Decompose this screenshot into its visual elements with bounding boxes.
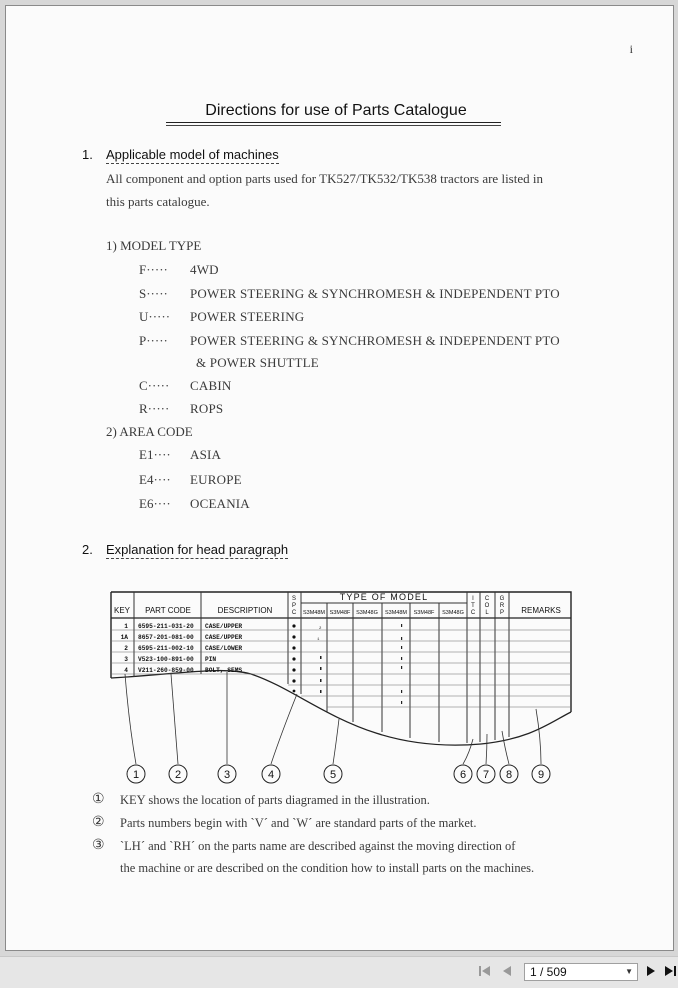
header-type-of-model: TYPE OF MODEL bbox=[339, 592, 429, 602]
model-code-f: F····· bbox=[139, 262, 168, 277]
header-remarks: REMARKS bbox=[521, 606, 561, 615]
model-code-p: P····· bbox=[139, 333, 168, 348]
note-2-text: Parts numbers begin with ˋVˊ and ˋWˊ are standard parts of the market. bbox=[120, 816, 477, 830]
svg-text:P: P bbox=[499, 610, 505, 616]
area-desc-e6: OCEANIA bbox=[190, 496, 250, 511]
row-3-desc: CASE/LOWER bbox=[205, 645, 243, 652]
model-col-3: S3M48G bbox=[356, 610, 378, 616]
previous-page-icon[interactable] bbox=[502, 965, 512, 981]
svg-text:1: 1 bbox=[317, 638, 320, 642]
model-desc-p-cont: & POWER SHUTTLE bbox=[196, 355, 319, 370]
svg-text:S: S bbox=[291, 596, 297, 602]
area-code-e6: E6···· bbox=[139, 496, 171, 511]
svg-text:P: P bbox=[291, 603, 297, 609]
section-1-para-line-2: this parts catalogue. bbox=[106, 194, 210, 209]
svg-text:G: G bbox=[499, 596, 505, 602]
row-5-key: 4 bbox=[124, 667, 128, 674]
row-2-desc: CASE/UPPER bbox=[205, 634, 243, 641]
row-4-part: V523-100-891-00 bbox=[138, 656, 194, 663]
model-code-s: S····· bbox=[139, 286, 168, 301]
page-select[interactable] bbox=[524, 963, 638, 981]
svg-text:T: T bbox=[471, 603, 475, 609]
section-1-para-line-1: All component and option parts used for TK527/TK532/TK538 tractors are listed in bbox=[106, 171, 543, 186]
model-col-1: S3M48M bbox=[302, 610, 326, 616]
model-desc-s: POWER STEERING & SYNCHROMESH & INDEPENDENT PTO bbox=[190, 286, 560, 301]
section-2-number: 2. bbox=[82, 542, 93, 557]
model-code-c: C····· bbox=[139, 378, 170, 393]
model-desc-u: POWER STEERING bbox=[190, 309, 305, 324]
area-desc-e4: EUROPE bbox=[190, 472, 242, 487]
callout-5: 5 bbox=[329, 769, 337, 781]
row-3-part: 6595-211-002-10 bbox=[138, 645, 194, 652]
row-3-key: 2 bbox=[124, 645, 128, 652]
section-1-title: Applicable model of machines bbox=[106, 147, 279, 162]
viewer-toolbar bbox=[0, 956, 678, 988]
model-desc-c: CABIN bbox=[190, 378, 232, 393]
model-desc-p: POWER STEERING & SYNCHROMESH & INDEPENDENT PTO bbox=[190, 333, 560, 348]
header-part-code: PART CODE bbox=[145, 606, 191, 615]
row-5-part: V211-260-859-00 bbox=[138, 667, 194, 674]
model-col-5: S3M48F bbox=[413, 610, 435, 616]
note-3-mark: ③ bbox=[92, 838, 105, 853]
model-desc-r: ROPS bbox=[190, 401, 224, 416]
note-1-mark: ① bbox=[92, 792, 105, 807]
chevron-down-icon: ▼ bbox=[625, 967, 633, 976]
svg-text:C: C bbox=[484, 596, 490, 602]
svg-text:I: I bbox=[472, 596, 474, 602]
section-1-heading bbox=[82, 147, 279, 162]
title-underline-2 bbox=[166, 125, 501, 126]
note-3-text-line-2: the machine or are described on the condition how to install parts on the machines. bbox=[120, 861, 535, 875]
callout-8: 8 bbox=[505, 769, 513, 781]
model-col-2: S3M48F bbox=[329, 610, 351, 616]
model-col-4: S3M48M bbox=[384, 610, 408, 616]
callout-4: 4 bbox=[267, 769, 275, 781]
callout-6: 6 bbox=[459, 769, 467, 781]
svg-text:2: 2 bbox=[319, 627, 322, 631]
row-1-key: 1 bbox=[124, 623, 128, 630]
last-page-icon[interactable] bbox=[664, 965, 678, 981]
svg-text:C: C bbox=[470, 610, 476, 616]
note-1-text: KEY shows the location of parts diagramed in the illustration. bbox=[120, 793, 430, 807]
row-1-desc: CASE/UPPER bbox=[205, 623, 243, 630]
section-2-heading bbox=[82, 542, 288, 557]
area-code-e1: E1···· bbox=[139, 447, 171, 462]
next-page-icon[interactable] bbox=[646, 965, 656, 981]
model-type-heading: 1) MODEL TYPE bbox=[106, 238, 202, 253]
section-1-number: 1. bbox=[82, 147, 93, 162]
title-underline bbox=[166, 122, 501, 123]
svg-text:L: L bbox=[485, 610, 489, 616]
header-description: DESCRIPTION bbox=[217, 606, 273, 615]
model-code-r: R····· bbox=[139, 401, 170, 416]
area-code-heading: 2) AREA CODE bbox=[106, 424, 193, 439]
callout-1: 1 bbox=[132, 769, 140, 781]
page-number: i bbox=[629, 42, 633, 56]
area-code-e4: E4···· bbox=[139, 472, 171, 487]
row-4-desc: PIN bbox=[205, 656, 217, 663]
section-2-title: Explanation for head paragraph bbox=[106, 542, 289, 557]
section-1-paragraph bbox=[106, 167, 616, 213]
note-3-text-line-1: ˋLHˊ and ˋRHˊ on the parts name are described against the moving direction of bbox=[120, 839, 516, 853]
row-4-key: 3 bbox=[124, 656, 128, 663]
callout-9: 9 bbox=[537, 769, 545, 781]
first-page-icon[interactable] bbox=[478, 965, 492, 981]
row-2-part: 8657-201-081-00 bbox=[138, 634, 194, 641]
document-page bbox=[5, 5, 674, 951]
head-paragraph-diagram bbox=[101, 584, 581, 784]
model-col-6: S3M48G bbox=[442, 610, 464, 616]
model-code-u: U····· bbox=[139, 309, 171, 324]
area-desc-e1: ASIA bbox=[190, 447, 222, 462]
page-title: Directions for use of Parts Catalogue bbox=[205, 102, 467, 119]
header-key: KEY bbox=[113, 606, 131, 615]
note-2-mark: ② bbox=[92, 815, 105, 830]
callout-2: 2 bbox=[174, 769, 182, 781]
svg-text:R: R bbox=[499, 603, 505, 609]
svg-text:O: O bbox=[484, 603, 490, 609]
callout-7: 7 bbox=[482, 769, 490, 781]
model-desc-f: 4WD bbox=[190, 262, 219, 277]
row-5-desc: BOLT, SEMS bbox=[205, 667, 243, 674]
svg-text:C: C bbox=[291, 610, 297, 616]
callout-3: 3 bbox=[223, 769, 231, 781]
row-1-part: 6595-211-031-20 bbox=[138, 623, 194, 630]
page-indicator: 1 / 509 bbox=[530, 965, 567, 979]
row-2-key: 1A bbox=[120, 634, 128, 641]
